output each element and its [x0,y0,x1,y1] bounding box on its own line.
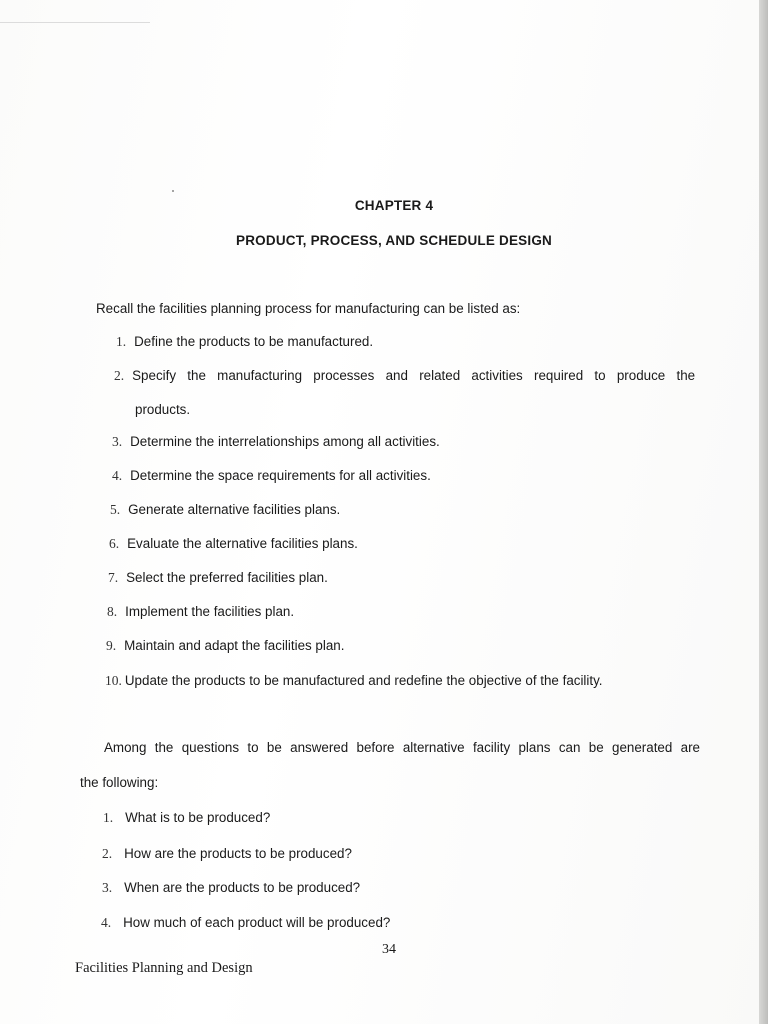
list-item-number: 5. [110,502,121,517]
list-item-number: 9. [106,638,117,653]
list-item-continuation: products. [135,402,191,417]
list-item-text: Select the preferred facilities plan. [126,570,328,585]
list-item-text: Define the products to be manufactured. [134,334,374,349]
list-item-number: 10. [105,673,122,688]
question-text: What is to be produced? [125,810,271,825]
list-item [106,637,344,654]
list-item-text: Specify the manufacturing processes and related activities required to produce the [132,368,696,383]
page-edge-shadow [759,0,768,1024]
scan-artifact-dot [172,190,174,192]
question-number: 2. [102,846,113,861]
list-item-number: 3. [112,434,123,449]
list-item-text: Determine the space requirements for all activities. [130,468,431,483]
intro-paragraph: Recall the facilities planning process for manufacturing can be listed as: [96,301,521,316]
question-number: 1. [103,810,114,825]
question-item [102,879,360,896]
question-text: How much of each product will be produced? [123,915,391,930]
list-item-text: Implement the facilities plan. [125,604,295,619]
list-item [112,467,431,484]
list-item-number: 1. [116,334,127,349]
list-item-text: Generate alternative facilities plans. [128,502,341,517]
list-item [109,535,358,552]
list-item [108,569,328,586]
question-item [101,914,390,931]
question-text: When are the products to be produced? [124,880,361,895]
question-item [102,845,352,862]
list-item-text: Determine the interrelationships among all activities. [130,434,440,449]
list-item-number: 2. [114,368,125,383]
list-item-text: Update the products to be manufactured and redefine the objective of the facility. [124,673,603,688]
page-number: 34 [382,942,396,957]
list-item-number: 8. [107,604,118,619]
questions-paragraph-line-1: Among the questions to be answered before alternative facility plans can be generated are [104,740,700,755]
list-item [107,603,294,620]
list-item-text: Maintain and adapt the facilities plan. [124,638,345,653]
list-item [110,501,340,518]
scan-artifact-line [0,22,150,23]
questions-paragraph [104,739,700,756]
question-number: 4. [101,915,112,930]
chapter-number: CHAPTER 4 [354,198,434,213]
list-item-text: Evaluate the alternative facilities plans. [127,536,358,551]
list-item-number: 6. [109,536,120,551]
questions-paragraph-line-2: the following: [80,775,159,790]
question-item [103,809,270,826]
list-item [112,433,440,450]
list-item [105,672,603,689]
list-item [116,333,373,350]
list-item [114,367,695,384]
running-footer: Facilities Planning and Design [75,960,253,976]
list-item-number: 7. [108,570,119,585]
question-number: 3. [102,880,113,895]
question-text: How are the products to be produced? [124,846,352,861]
chapter-title: PRODUCT, PROCESS, AND SCHEDULE DESIGN [236,233,552,248]
list-item-number: 4. [112,468,123,483]
